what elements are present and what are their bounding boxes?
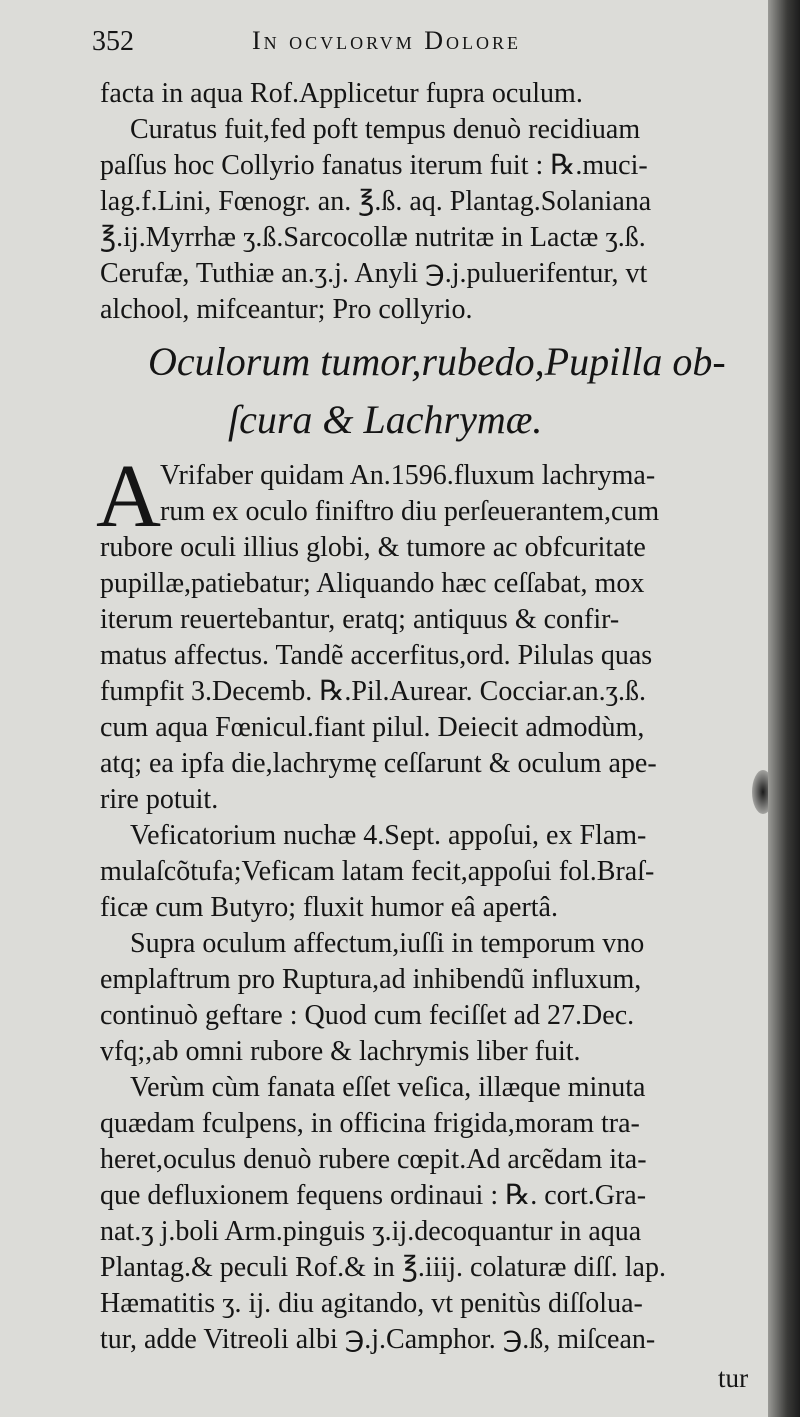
book-spine-shadow bbox=[768, 0, 800, 1417]
ink-smudge bbox=[752, 770, 768, 814]
text-line: atq; ea ipfa die,lachrymę ceſſarunt & oculum ape- bbox=[100, 748, 657, 779]
text-line: lag.f.Lini, Fœnogr. an. ℥.ß. aq. Plantag.Solaniana bbox=[100, 186, 652, 217]
text-line: heret,oculus denuò rubere cœpit.Ad arcẽdam ita- bbox=[100, 1144, 647, 1175]
text-line: ℥.ij.Myrrhæ ʒ.ß.Sarcocollæ nutritæ in Lactæ ʒ.ß. bbox=[100, 222, 646, 253]
text-line: facta in aqua Rof.Applicetur fupra oculum. bbox=[100, 78, 583, 109]
text-line: quædam fculpens, in officina frigida,moram tra- bbox=[100, 1108, 640, 1139]
running-title: In ocvlorvm Dolore bbox=[252, 26, 521, 55]
text-line: que defluxionem fequens ordinaui : ℞. cort.Gra- bbox=[100, 1180, 647, 1211]
text-line: tur, adde Vitreoli albi ℈.j.Camphor. ℈.ß, miſcean- bbox=[100, 1324, 656, 1355]
text-line: iterum reuertebantur, eratq; antiquus & confir- bbox=[100, 604, 620, 635]
text-line: continuò geftare : Quod cum feciſſet ad 27.Dec. bbox=[100, 1000, 635, 1031]
text-line: paſſus hoc Collyrio fanatus iterum fuit : ℞.muci- bbox=[100, 150, 648, 181]
text-line: Supra oculum affectum,iuſſi in temporum vno bbox=[130, 928, 645, 959]
text-line: cum aqua Fœnicul.fiant pilul. Deiecit admodùm, bbox=[100, 712, 645, 743]
catchword: tur bbox=[718, 1363, 749, 1393]
text-line: vfq;,ab omni rubore & lachrymis liber fuit. bbox=[100, 1036, 581, 1067]
text-line: Plantag.& peculi Rof.& in ℥.iiij. colaturæ diſſ. lap. bbox=[100, 1252, 666, 1283]
text-line: Verùm cùm fanata eſſet veſica, illæque minuta bbox=[130, 1072, 646, 1103]
section-heading-line2: ſcura & Lachrymæ. bbox=[228, 397, 543, 442]
text-line: rubore oculi illius globi, & tumore ac obfcuritate bbox=[100, 532, 646, 563]
text-line: fumpfit 3.Decemb. ℞.Pil.Aurear. Cocciar.an.ʒ.ß. bbox=[100, 676, 647, 707]
drop-cap: A bbox=[96, 447, 161, 546]
text-line: rum ex oculo finiftro diu perſeuerantem,cum bbox=[160, 496, 660, 527]
page-number: 352 bbox=[92, 26, 134, 57]
text-line: ficæ cum Butyro; fluxit humor eâ apertâ. bbox=[100, 892, 558, 923]
text-line: alchool, mifceantur; Pro collyrio. bbox=[100, 294, 473, 325]
section-heading-line1: Oculorum tumor,rubedo,Pupilla ob- bbox=[148, 339, 726, 384]
text-line: emplaftrum pro Ruptura,ad inhibendũ influxum, bbox=[100, 964, 642, 995]
text-line: Vrifaber quidam An.1596.fluxum lachryma- bbox=[160, 460, 656, 491]
text-line: mulaſcõtufa;Veficam latam fecit,appoſui fol.Braſ- bbox=[100, 856, 655, 887]
text-line: Veficatorium nuchæ 4.Sept. appoſui, ex Flam- bbox=[130, 820, 647, 851]
text-line: Curatus fuit,fed poft tempus denuò recidiuam bbox=[130, 114, 641, 145]
text-line: Cerufæ, Tuthiæ an.ʒ.j. Anyli ℈.j.puluerifentur, vt bbox=[100, 258, 648, 289]
text-line: matus affectus. Tandẽ accerfitus,ord. Pilulas quas bbox=[100, 640, 653, 671]
page-header bbox=[92, 20, 652, 60]
text-line: pupillæ,patiebatur; Aliquando hæc ceſſabat, mox bbox=[100, 568, 645, 599]
text-line: nat.ʒ j.boli Arm.pinguis ʒ.ij.decoquantur in aqua bbox=[100, 1216, 642, 1247]
text-line: rire potuit. bbox=[100, 784, 219, 815]
text-line: Hæmatitis ʒ. ij. diu agitando, vt penitùs diſſolua- bbox=[100, 1288, 643, 1319]
